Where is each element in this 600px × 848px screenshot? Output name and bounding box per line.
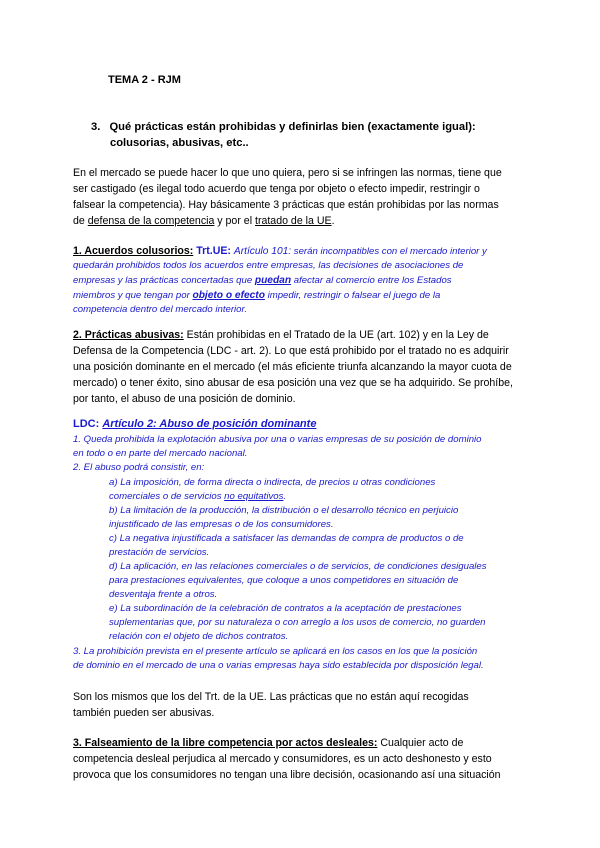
s2-line-3: una posición dominante en el mercado (el más eficiente triunfa alcanzando la mayor cuota de bbox=[73, 361, 512, 373]
s1-line-2: quedarán prohibidos todos los acuerdos entre empresas, las decisiones de asociaciones de bbox=[73, 260, 464, 271]
s1-article: Artículo 101: bbox=[233, 246, 292, 257]
ldc-d-line-3: desventaja frente a otros. bbox=[109, 589, 218, 600]
ldc-e-line-3: relación con el objeto de dichos contratos. bbox=[109, 631, 289, 642]
ldc-heading bbox=[73, 416, 316, 432]
intro-line-3: falsear la competencia). Hay básicamente 3 prácticas que están prohibidas por las normas bbox=[73, 199, 499, 211]
s2-text: Están prohibidas en el Tratado de la UE (art. 102) y en la Ley de bbox=[183, 329, 489, 341]
s1-ref: Trt.UE: bbox=[193, 245, 234, 257]
ldc-c-line-1: c) La negativa injustificada a satisfacer las demandas de compra de productos o de bbox=[109, 533, 464, 544]
tratado-ue-link: tratado de la UE bbox=[255, 215, 332, 227]
s2-line-2: Defensa de la Competencia (LDC - art. 2). Lo que está prohibido por el tratado no es adquirir bbox=[73, 345, 509, 357]
after-line-1: Son los mismos que los del Trt. de la UE. Las prácticas que no están aquí recogidas bbox=[73, 691, 469, 703]
ldc-c-line-2: prestación de servicios. bbox=[109, 547, 210, 558]
ldc-b-line-2: injustificado de las empresas o de los consumidores. bbox=[109, 519, 334, 530]
ldc-d-line-1: d) La aplicación, en las relaciones comerciales o de servicios, de condiciones desiguales bbox=[109, 561, 487, 572]
intro-text: . bbox=[331, 215, 335, 227]
s2-line-5: por tanto, el abuso de una posición de dominio. bbox=[73, 393, 296, 405]
intro-line-4 bbox=[73, 213, 335, 229]
page-title: TEMA 2 - RJM bbox=[108, 74, 181, 86]
s3-line-3: provoca que los consumidores no tengan una libre decisión, ocasionando así una situación bbox=[73, 769, 501, 781]
ldc-e-line-1: e) La subordinación de la celebración de contratos a la aceptación de prestaciones bbox=[109, 603, 462, 614]
s2-line-4: mercado) o tener éxito, sino abusar de esa posición una vez que se ha adquirido. Se prohíbe, bbox=[73, 377, 513, 389]
ldc-p3-line-1: 3. La prohibición prevista en el presente artículo se aplicará en los casos en los que la posición bbox=[73, 646, 478, 657]
s2-heading: 2. Prácticas abusivas: bbox=[73, 329, 184, 341]
ldc-text: comerciales o de servicios bbox=[109, 491, 225, 502]
ldc-a-line-1: a) La imposición, de forma directa o indirecta, de precios u otras condiciones bbox=[109, 477, 436, 488]
question-line-1 bbox=[91, 119, 476, 135]
ldc-text: . bbox=[283, 491, 287, 502]
s1-heading: 1. Acuerdos colusorios: bbox=[73, 245, 194, 257]
s1-line-3 bbox=[73, 273, 452, 289]
s1-objeto-efecto: objeto o efecto bbox=[192, 290, 265, 301]
ldc-e-line-2: suplementarias que, por su naturaleza o con arreglo a los usos de comercio, no guarden bbox=[109, 617, 486, 628]
ldc-ref: LDC: bbox=[73, 418, 103, 430]
s3-text: Cualquier acto de bbox=[377, 737, 464, 749]
ldc-b-line-1: b) La limitación de la producción, la distribución o el desarrollo técnico en perjuicio bbox=[109, 505, 459, 516]
ldc-p2: 2. El abuso podrá consistir, en: bbox=[73, 462, 205, 473]
s1-puedan: puedan bbox=[254, 275, 292, 286]
s1-text: empresas y las prácticas concertadas que bbox=[73, 275, 255, 286]
ldc-no-equitativos: no equitativos bbox=[224, 491, 284, 502]
intro-text: de bbox=[73, 215, 88, 227]
after-line-2: también pueden ser abusivas. bbox=[73, 707, 215, 719]
ldc-p1-line-1: 1. Queda prohibida la explotación abusiva por una o varias empresas de su posición de dominio bbox=[73, 434, 482, 445]
s1-line-5: competencia dentro del mercado interior. bbox=[73, 304, 248, 315]
ldc-d-line-2: para prestaciones equivalentes, que coloque a unos competidores en situación de bbox=[109, 575, 459, 586]
s1-text: impedir, restringir o falsear el juego de la bbox=[264, 290, 441, 301]
s3-line-1 bbox=[73, 735, 463, 751]
s3-heading: 3. Falseamiento de la libre competencia por actos desleales: bbox=[73, 737, 378, 749]
defensa-competencia-link: defensa de la competencia bbox=[87, 215, 215, 227]
question-line-2: colusorias, abusivas, etc.. bbox=[110, 137, 249, 149]
intro-line-1: En el mercado se puede hacer lo que uno quiera, pero si se infringen las normas, tiene que bbox=[73, 167, 502, 179]
question-number: 3. bbox=[91, 121, 101, 133]
ldc-p1-line-2: en todo o en parte del mercado nacional. bbox=[73, 448, 248, 459]
ldc-p3-line-2: de dominio en el mercado de una o varias empresas haya sido establecida por disposición legal. bbox=[73, 660, 484, 671]
s2-line-1 bbox=[73, 327, 489, 343]
intro-line-2: ser castigado (es ilegal todo acuerdo que tenga por objeto o efecto impedir, restringir o bbox=[73, 183, 480, 195]
question-text: Qué prácticas están prohibidas y definirlas bien (exactamente igual): bbox=[109, 121, 476, 133]
s3-line-2: competencia desleal perjudica al mercado y consumidores, es un acto deshonesto y esto bbox=[73, 753, 492, 765]
s1-text: miembros y que tengan por bbox=[73, 290, 193, 301]
s1-text: serán incompatibles con el mercado interior y bbox=[291, 246, 487, 257]
intro-text: y por el bbox=[214, 215, 255, 227]
s1-text: afectar al comercio entre los Estados bbox=[291, 275, 452, 286]
ldc-article: Artículo 2: Abuso de posición dominante bbox=[102, 418, 317, 430]
